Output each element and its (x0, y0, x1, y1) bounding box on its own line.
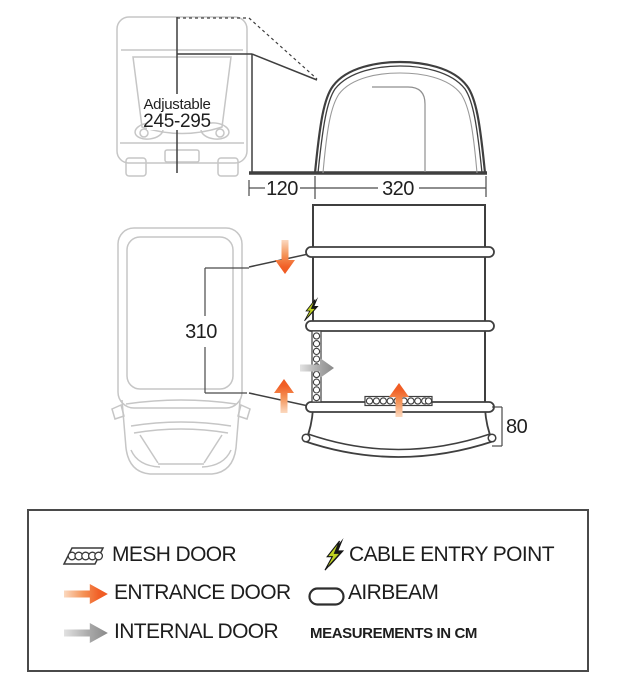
tunnel-width-value: 120 (266, 178, 298, 200)
van-front-license-plate (165, 150, 199, 162)
entrance-door-arrow-tunnel-bottom (274, 379, 294, 413)
cable-entry-point-icon (320, 537, 348, 571)
awning-side-profile (177, 17, 487, 173)
van-top-mirror-left (112, 405, 124, 419)
porch-beam-cap-right (488, 434, 496, 442)
van-top-cab-outline (122, 400, 240, 474)
van-top-mirror-right (238, 405, 250, 419)
tunnel-roof-slope-line (252, 54, 317, 80)
mesh-door-icon (62, 545, 106, 567)
measurements-note: MEASUREMENTS IN CM (310, 625, 477, 642)
van-top-hood-crease-right (204, 435, 222, 463)
internal-door-label: INTERNAL DOOR (114, 620, 279, 643)
awning-arch-middle (318, 66, 482, 173)
van-top-roof-panel (127, 237, 233, 389)
legend (27, 509, 589, 672)
van-top-body (118, 228, 242, 408)
awning-depth-value: 310 (185, 321, 217, 343)
awning-arch-outer (315, 62, 485, 173)
van-adjustable-range: 245-295 (143, 111, 211, 132)
porch-beam-cap-left (302, 434, 310, 442)
entrance-door-arrow-icon (63, 583, 109, 605)
entrance-door-label: ENTRANCE DOOR (114, 581, 291, 604)
tunnel-slope-dotted-line (249, 18, 317, 79)
van-top-windshield-top (131, 422, 231, 426)
awning-front-door-outline (372, 87, 425, 172)
airbeam-1 (306, 247, 494, 257)
van-top-windshield-bottom (134, 429, 228, 433)
porch-front-beam-inner (308, 434, 490, 450)
van-top-view (112, 228, 250, 474)
van-top-cab-boundary (126, 400, 236, 404)
van-front-wheel-left (126, 158, 146, 176)
awning-width-value: 320 (382, 178, 414, 200)
van-adjustable-label: Adjustable (143, 96, 211, 113)
airbeam-icon (308, 587, 346, 607)
van-front-foglight-right (216, 129, 224, 137)
awning-main-room (313, 205, 485, 406)
airbeam-label: AIRBEAM (348, 581, 439, 604)
internal-door-arrow-icon (63, 622, 109, 644)
awning-floorplan (302, 205, 496, 457)
airbeam-2 (306, 321, 494, 331)
awning-arch-inner (323, 73, 477, 173)
van-front-wheel-right (218, 158, 238, 176)
porch-depth-value: 80 (506, 416, 528, 438)
van-top-hood-crease-left (140, 435, 158, 463)
mesh-door-label: MESH DOOR (112, 543, 237, 566)
cable-entry-point-label: CABLE ENTRY POINT (349, 543, 554, 566)
